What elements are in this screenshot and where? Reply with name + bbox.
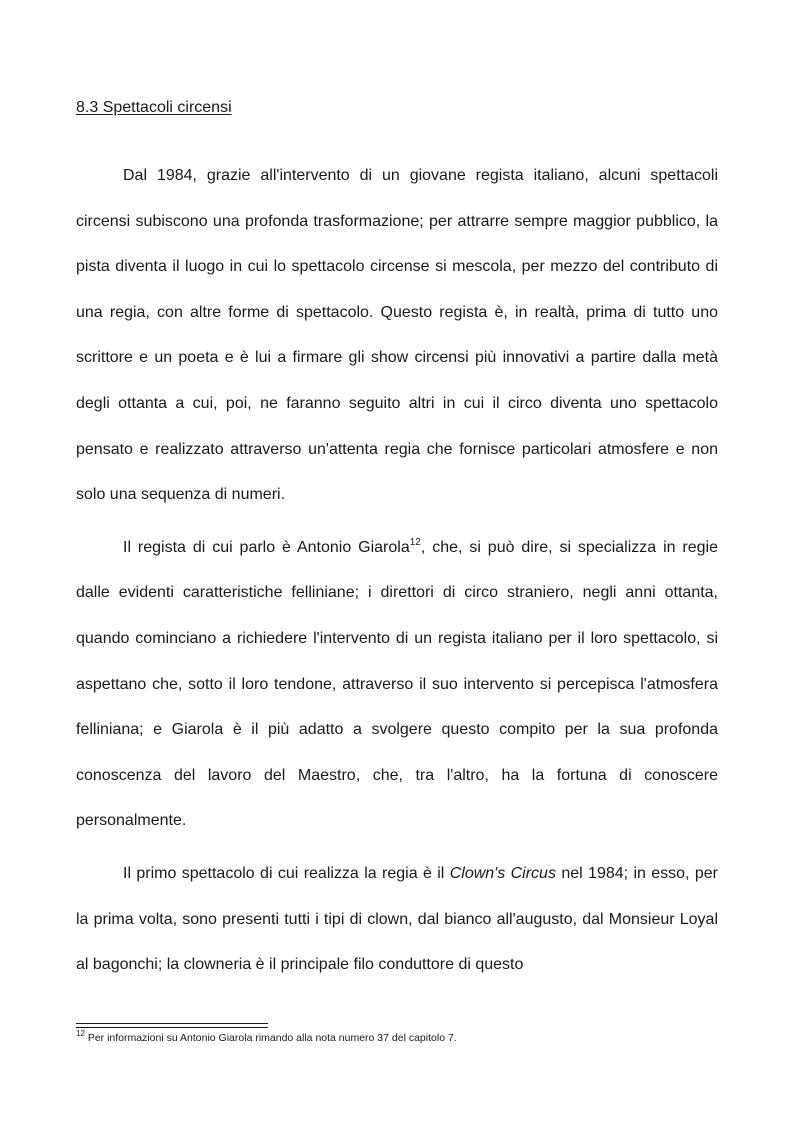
paragraph-3-text-before: Il primo spettacolo di cui realizza la regia è il [123, 864, 450, 882]
paragraph-1 [76, 153, 718, 518]
paragraph-1-text: Dal 1984, grazie all'intervento di un giovane regista italiano, alcuni spettacoli circensi subiscono una profonda trasformazione; per attrarre sempre maggior pubblico, la pista diventa il luogo in cui lo spettacolo circense si mescola, per mezzo del contributo di una regia, con altre forme di spettacolo. Questo regista è, in realtà, prima di tutto uno scrittore e un poeta e è lui a firmare gli show circensi più innovativi a partire dalla metà degli ottanta a cui, poi, ne faranno seguito altri in cui il circo diventa uno spettacolo pensato e realizzato attraverso un'attenta regia che fornisce particolari atmosfere e non solo una sequenza di numeri. [76, 167, 718, 504]
footnote-text: Per informazioni su Antonio Giarola rimando alla nota numero 37 del capitolo 7. [84, 1032, 457, 1044]
paragraph-2 [76, 525, 718, 844]
paragraph-3-text-after: nel 1984; in esso, per la prima volta, sono presenti tutti i tipi di clown, dal bianco all'augusto, dal Monsieur Loyal al bagonchi; la clowneria è il principale filo conduttore di questo [76, 864, 719, 974]
show-title: Clown's Circus [449, 864, 556, 882]
paragraph-2-text-before: Il regista di cui parlo è Antonio Giarola [123, 538, 410, 556]
footnote-number: 12 [76, 1029, 85, 1039]
section-title: 8.3 Spettacoli circensi [76, 99, 232, 116]
paragraph-2-text-after: , che, si può dire, si specializza in regie dalle evidenti caratteristiche felliniane; i direttori di circo straniero, negli anni ottanta, quando cominciano a richiedere l'intervento di un regista italiano per il loro spettacolo, si aspettano che, sotto il loro tendone, attraverso il suo intervento si percepisca l'atmosfera felliniana; e Giarola è il più adatto a svolgere questo compito per la sua profonda conoscenza del lavoro del Maestro, che, tra l'altro, ha la fortuna di conoscere personalmente. [76, 538, 719, 830]
footnote-reference[interactable]: 12 [409, 536, 421, 548]
footnote [76, 1031, 718, 1045]
footnote-separator [76, 1023, 268, 1028]
body-text [76, 153, 718, 988]
paragraph-3 [76, 851, 718, 988]
